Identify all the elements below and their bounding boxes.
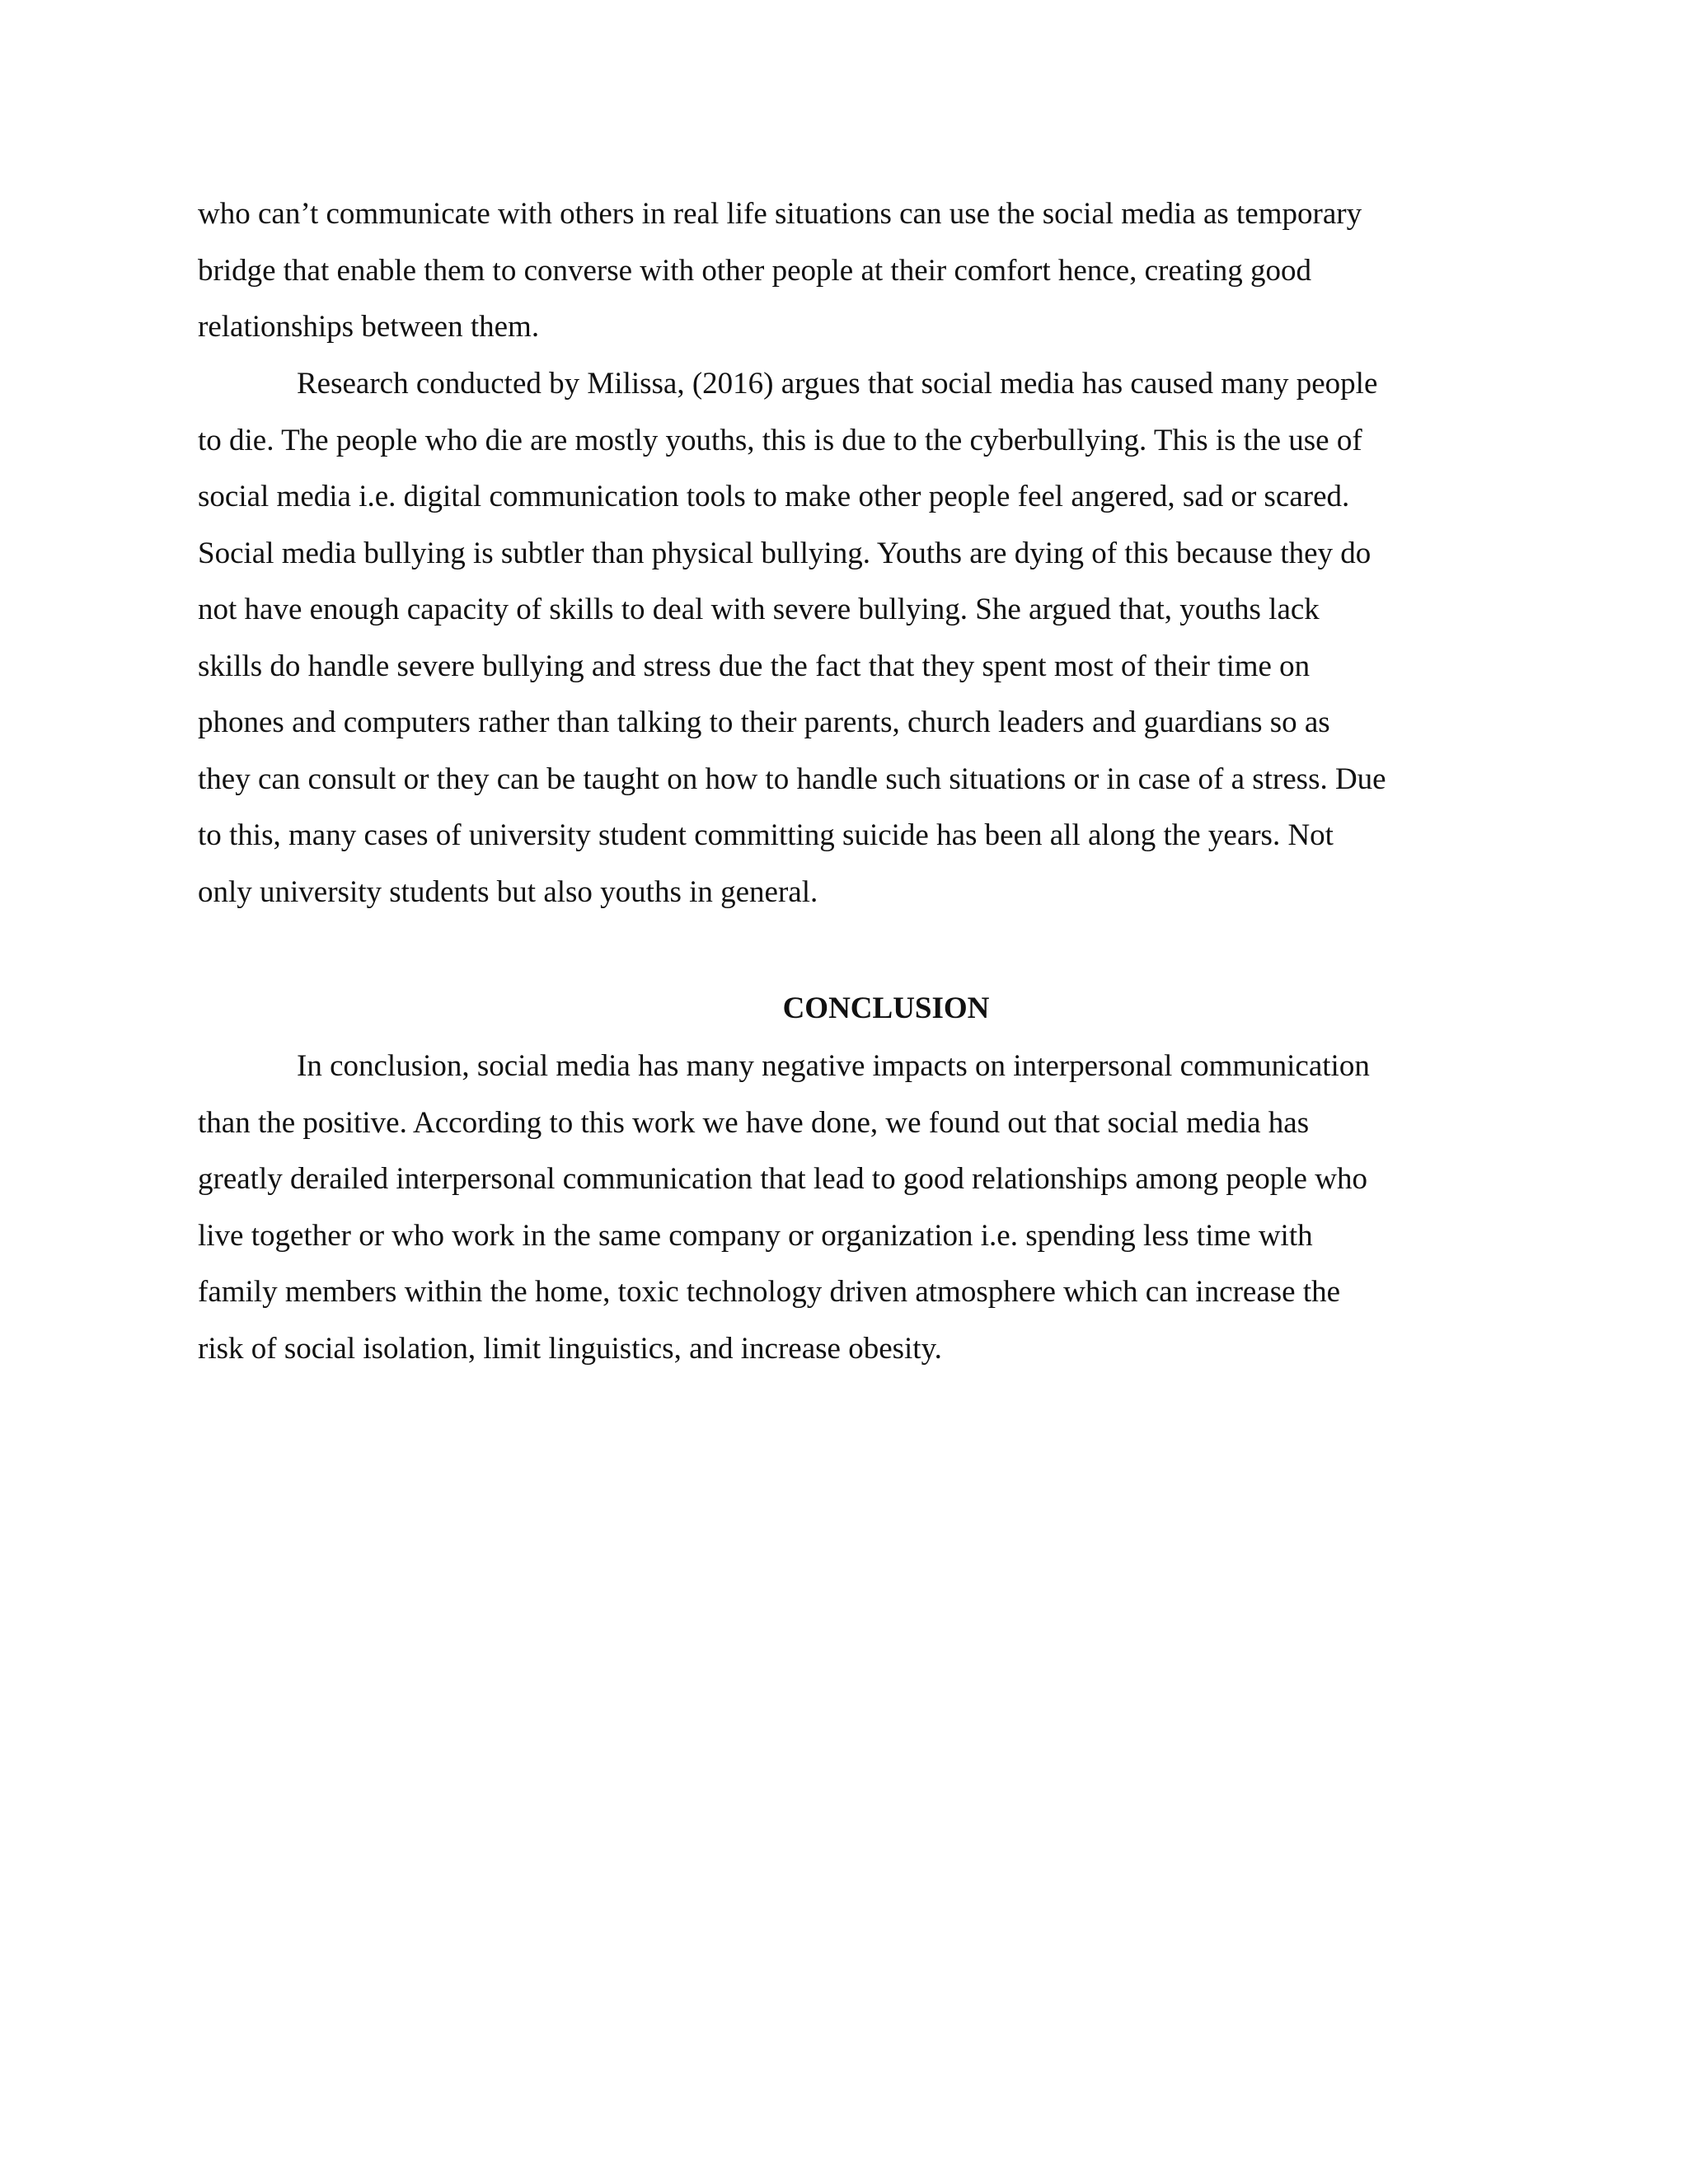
text-line: not have enough capacity of skills to deal with severe bullying. She argued that, youths lack (198, 593, 1320, 626)
text-line: relationships between them. (198, 310, 540, 344)
text-line: Social media bullying is subtler than physical bullying. Youths are dying of this because they do (198, 536, 1372, 570)
text-line: risk of social isolation, limit linguistics, and increase obesity. (198, 1331, 942, 1366)
text-line: to this, many cases of university student committing suicide has been all along the years. Not (198, 818, 1334, 852)
text-line: Research conducted by Milissa, (2016) argues that social media has caused many people (297, 367, 1378, 401)
text-line: family members within the home, toxic technology driven atmosphere which can increase the (198, 1275, 1341, 1309)
text-line: greatly derailed interpersonal communication that lead to good relationships among people who (198, 1162, 1367, 1196)
text-line: than the positive. According to this work we have done, we found out that social media has (198, 1105, 1310, 1140)
text-line: phones and computers rather than talking to their parents, church leaders and guardians so as (198, 705, 1330, 739)
text-line: social media i.e. digital communication tools to make other people feel angered, sad or scared. (198, 480, 1350, 513)
text-line: live together or who work in the same company or organization i.e. spending less time with (198, 1218, 1313, 1253)
text-line: In conclusion, social media has many negative impacts on interpersonal communication (297, 1049, 1370, 1083)
text-line: skills do handle severe bullying and stress due the fact that they spent most of their time on (198, 649, 1311, 683)
text-line: only university students but also youths in general. (198, 874, 818, 909)
text-line: to die. The people who die are mostly youths, this is due to the cyberbullying. This is the use of (198, 423, 1362, 457)
conclusion-paragraph (198, 1038, 1492, 1377)
text-line: bridge that enable them to converse with other people at their comfort hence, creating good (198, 253, 1312, 288)
body-paragraph-1 (198, 186, 1492, 356)
body-paragraph-2 (198, 356, 1492, 921)
text-line: who can’t communicate with others in real life situations can use the social media as temporary (198, 197, 1362, 231)
text-line: they can consult or they can be taught on how to handle such situations or in case of a stress. Due (198, 762, 1386, 796)
conclusion-heading: CONCLUSION (782, 991, 990, 1025)
